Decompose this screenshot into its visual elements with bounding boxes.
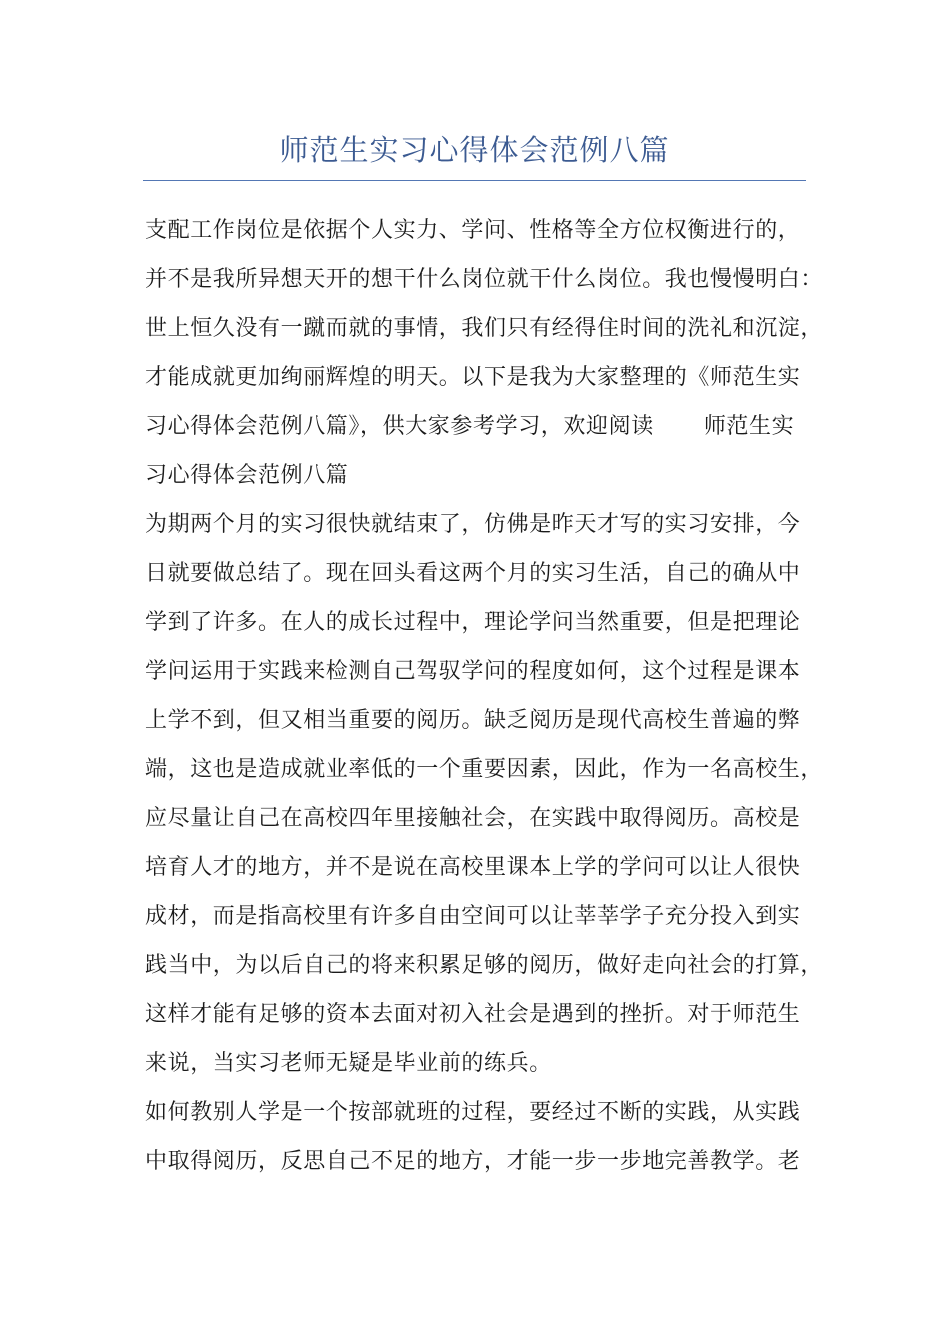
body-line: 才能成就更加绚丽辉煌的明天。以下是我为大家整理的《师范生实 [145, 365, 801, 390]
body-line: 为期两个月的实习很快就结束了，仿佛是昨天才写的实习安排，今 [145, 512, 801, 537]
body-line: 培育人才的地方，并不是说在高校里课本上学的学问可以让人很快 [145, 855, 801, 880]
body-line: 如何教别人学是一个按部就班的过程，要经过不断的实践，从实践 [145, 1100, 801, 1125]
body-line: 践当中，为以后自己的将来积累足够的阅历，做好走向社会的打算， [145, 953, 824, 978]
body-line: 成材，而是指高校里有许多自由空间可以让莘莘学子充分投入到实 [145, 904, 801, 929]
document-body [145, 182, 824, 1186]
body-line: 中取得阅历，反思自己不足的地方，才能一步一步地完善教学。老 [145, 1149, 801, 1174]
body-line: 来说，当实习老师无疑是毕业前的练兵。 [145, 1051, 552, 1076]
title-underline [143, 180, 806, 181]
body-line: 支配工作岗位是依据个人实力、学问、性格等全方位权衡进行的， [145, 218, 801, 243]
body-line: 世上恒久没有一蹴而就的事情，我们只有经得住时间的洗礼和沉淀， [145, 316, 824, 341]
body-line-tail: 师范生实 [703, 414, 795, 439]
body-line-segment: 习心得体会范例八篇》，供大家参考学习，欢迎阅读 [145, 414, 654, 439]
body-line: 这样才能有足够的资本去面对初入社会是遇到的挫折。对于师范生 [145, 1002, 801, 1027]
document-title: 师范生实习心得体会范例八篇 [279, 133, 670, 167]
body-line: 上学不到，但又相当重要的阅历。缺乏阅历是现代高校生普遍的弊 [145, 708, 801, 733]
body-line: 端，这也是造成就业率低的一个重要因素，因此，作为一名高校生， [145, 757, 824, 782]
body-line: 应尽量让自己在高校四年里接触社会，在实践中取得阅历。高校是 [145, 806, 801, 831]
body-line: 日就要做总结了。现在回头看这两个月的实习生活，自己的确从中 [145, 561, 801, 586]
body-line: 学问运用于实践来检测自己驾驭学问的程度如何，这个过程是课本 [145, 659, 801, 684]
body-line-with-tail [145, 402, 815, 451]
body-line: 习心得体会范例八篇 [145, 463, 349, 488]
body-line: 学到了许多。在人的成长过程中，理论学问当然重要，但是把理论 [145, 610, 801, 635]
body-line: 并不是我所异想天开的想干什么岗位就干什么岗位。我也慢慢明白： [145, 267, 824, 292]
